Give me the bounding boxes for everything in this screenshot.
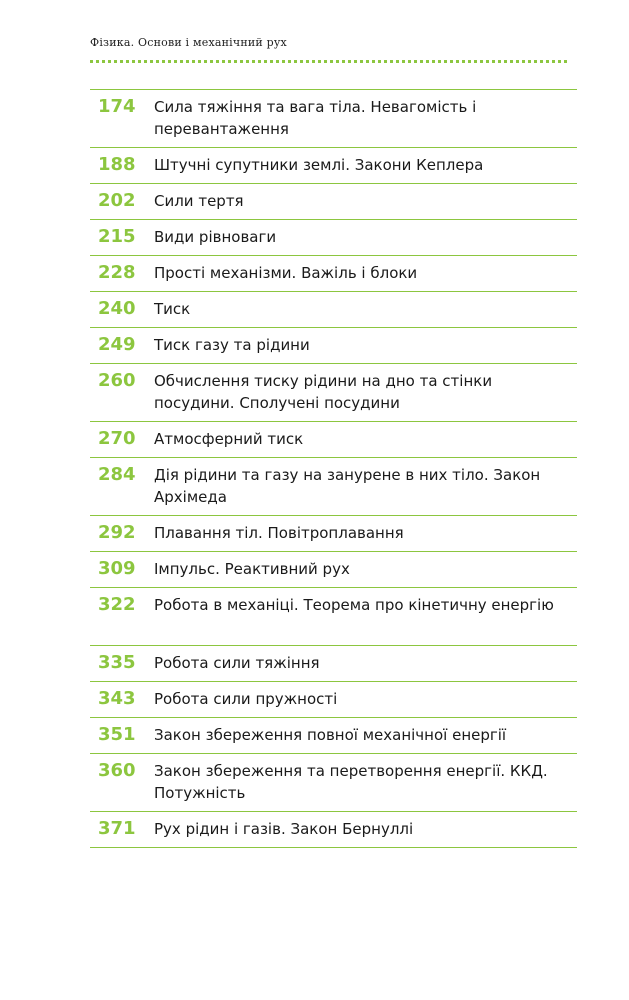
toc-topic-title: Сила тяжіння та вага тіла. Невагомість і перевантаження [154, 98, 477, 138]
toc-topic-title: Штучні супутники землі. Закони Кеплера [154, 156, 484, 174]
toc-page-number: 188 [98, 154, 136, 175]
toc-topic-title: Рух рідин і газів. Закон Бернуллі [154, 820, 414, 838]
running-header: Фізика. Основи і механічний рух [90, 36, 287, 49]
toc-row[interactable] [90, 256, 577, 292]
toc-page-number: 260 [98, 370, 136, 391]
toc-topic-title: Дія рідини та газу на занурене в них тіло. Закон Архімеда [154, 466, 541, 506]
toc-page-number: 249 [98, 334, 136, 355]
toc-row[interactable] [90, 328, 577, 364]
toc-page-number: 215 [98, 226, 136, 247]
toc-topic-title: Тиск газу та рідини [154, 336, 310, 354]
toc-topic-title: Прості механізми. Важіль і блоки [154, 264, 418, 282]
toc-topic-title: Імпульс. Реактивний рух [154, 560, 350, 578]
toc-page-number: 351 [98, 724, 136, 745]
toc-topic-title: Види рівноваги [154, 228, 277, 246]
toc-topic-title: Плавання тіл. Повітроплавання [154, 524, 404, 542]
toc-page-number: 270 [98, 428, 136, 449]
toc-page-number: 360 [98, 760, 136, 781]
toc-topic-title: Робота сили пружності [154, 690, 338, 708]
toc-row[interactable] [90, 718, 577, 754]
toc-page-number: 284 [98, 464, 136, 485]
toc-page-number: 343 [98, 688, 136, 709]
toc-row[interactable] [90, 458, 577, 516]
toc-topic-title: Закон збереження повної механічної енергії [154, 726, 507, 744]
toc-row[interactable] [90, 90, 577, 148]
toc-page-number: 174 [98, 96, 136, 117]
toc-topic-title: Тиск [154, 300, 191, 318]
toc-page-number: 309 [98, 558, 136, 579]
toc-row[interactable] [90, 184, 577, 220]
table-of-contents [90, 89, 577, 848]
toc-topic-title: Обчислення тиску рідини на дно та стінки посудини. Сполучені посудини [154, 372, 493, 412]
toc-row[interactable] [90, 588, 577, 646]
toc-page-number: 335 [98, 652, 136, 673]
toc-row[interactable] [90, 812, 577, 848]
toc-topic-title: Сили тертя [154, 192, 244, 210]
toc-topic-title: Робота в механіці. Теорема про кінетичну енергію [154, 596, 554, 614]
toc-row[interactable] [90, 148, 577, 184]
toc-row[interactable] [90, 516, 577, 552]
toc-page-number: 240 [98, 298, 136, 319]
toc-page-number: 371 [98, 818, 136, 839]
toc-row[interactable] [90, 552, 577, 588]
toc-row[interactable] [90, 682, 577, 718]
toc-row[interactable] [90, 292, 577, 328]
toc-page-number: 322 [98, 594, 136, 615]
header-divider [90, 60, 567, 63]
toc-topic-title: Закон збереження та перетворення енергії. ККД. Потужність [154, 762, 548, 802]
toc-page-number: 202 [98, 190, 136, 211]
toc-row[interactable] [90, 754, 577, 812]
toc-page-number: 228 [98, 262, 136, 283]
toc-row[interactable] [90, 364, 577, 422]
toc-row[interactable] [90, 646, 577, 682]
toc-topic-title: Робота сили тяжіння [154, 654, 320, 672]
toc-topic-title: Атмосферний тиск [154, 430, 304, 448]
toc-page-number: 292 [98, 522, 136, 543]
toc-row[interactable] [90, 422, 577, 458]
toc-row[interactable] [90, 220, 577, 256]
